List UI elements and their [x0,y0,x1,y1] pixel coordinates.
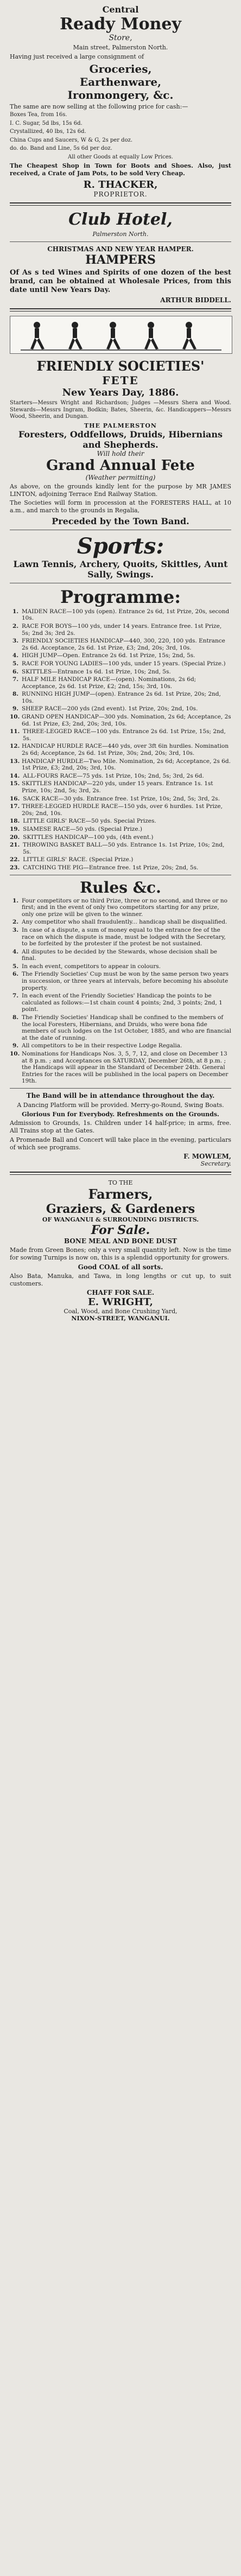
programme-item [10,826,231,833]
proprietor-title: PROPRIETOR. [93,190,148,198]
rule-item [10,1042,231,1050]
rule-item [10,993,231,1013]
programme-item [10,691,231,704]
item-number: 10. [10,714,20,721]
rules-list [10,898,231,1085]
fete-officials: Starters—Messrs Wright and Richardson; Judges —Messrs Shera and Wood. Stewards—Messrs Ingram, Bodkin; Bates, Sheerin, &c. Handicappers—Messrs Wood, Sheerin, and Dungan. [10,400,231,420]
programme-item [10,818,231,825]
rule-number: 3. [12,926,18,933]
store-item: Ironmongery, &c. [67,88,174,101]
glorious-note: Glorious Fun for Everybody. Refreshments on the Grounds. [22,1110,219,1118]
programme-item [10,660,231,667]
item-number: 19. [10,825,20,832]
newspaper-page [10,0,231,1326]
band-note: The Band will be in attendance throughout the day. [26,1091,215,1099]
item-text: SIAMESE RACE—50 yds. (Special Prize.) [23,825,142,832]
coal-note: Good COAL of all sorts. [78,1263,163,1271]
rule-item [10,919,231,926]
price-line: I. C. Sugar, 5d lbs, 15s 6d. [10,120,83,126]
fete-preceded: Preceded by the Town Band. [52,516,189,526]
fete-the: THE PALMERSTON [84,422,157,429]
rule-text: In each event of the Friendly Societies' Handicap the points to be calculated as follows:—1st chain count 4 points; 2nd, 3 points; 2nd, 1 point. [22,993,223,1013]
programme-item [10,856,231,863]
item-text: LITTLE GIRLS' RACE. (Special Prize.) [23,856,134,863]
item-number: 2. [12,622,18,629]
sports-list: Lawn Tennis, Archery, Quoits, Skittles, Aunt Sally, Swings. [13,558,228,580]
fete-title-mid: FETE [102,374,139,387]
item-number: 6. [12,668,18,675]
programme-item [10,803,231,817]
rules-title: Rules &c. [80,878,161,896]
item-number: 14. [10,772,20,779]
divider [10,1088,231,1089]
item-text: SKITTLES HANDICAP—100 yds, (4th event.) [23,834,154,841]
item-text: SKITTLES HANDICAP—220 yds, under 15 years. Entrance 1s. 1st Prize, 10s; 2nd, 5s; 3rd, 2s. [22,780,213,794]
store-intro: Having just received a large consignment of [10,53,144,60]
wanganui-address: NIXON-STREET, WANGANUI. [71,1315,170,1322]
item-text: THREE-LEGGED RACE—100 yds. Entrance 2s 6d. 1st Prize, 15s; 2nd, 5s. [22,728,226,742]
rule-item [10,963,231,970]
fete-orgs: Foresters, Oddfellows, Druids, Hibernians and Shepherds. [18,429,223,450]
rule-number: 5. [12,963,18,970]
rule-item [10,898,231,918]
store-items [10,62,231,101]
item-text: HALF MILE HANDICAP RACE—(open). Nominations, 2s 6d; Acceptance, 2s 6d. 1st Prize, £2; 2nd, 15s; 3rd, 10s. [22,676,196,690]
store-header-main: Ready Money [60,15,181,34]
central-ready-money-ad [10,4,231,198]
item-number: 20. [10,834,20,841]
item-text: SKITTLES—Entrance 1s 6d. 1st Prize, 10s; 2nd, 5s. [22,668,171,675]
programme-item [10,864,231,872]
runners-illustration [10,316,232,354]
fete-location: As above, on the grounds kindly lent for the purpose by MR JAMES LINTON, adjoining Terrace End Railway Station. [10,482,231,498]
programme-item [10,743,231,756]
friendly-societies-fete-ad [10,316,231,1167]
programme-item [10,780,231,794]
bone-description: Made from Green Bones; only a very small quantity left. Now is the time for sowing Turnips is now on, this is a splendid opportunity for growers. [10,1246,231,1262]
item-number: 4. [12,652,18,659]
item-text: THROWING BASKET BALL—50 yds. Entrance 1s. 1st Prize, 10s; 2nd, 5s. [22,842,225,855]
item-number: 13. [10,758,20,765]
item-text: THREE-LEGGED HURDLE RACE—150 yds, over 6 hurdles. 1st Prize, 20s; 2nd, 10s. [22,803,223,817]
store-subhead: Store, [109,34,132,42]
prices-note: All other Goods at equally Low Prices. [68,154,173,160]
programme-item [10,834,231,841]
programme-item [10,623,231,637]
rule-text: The Friendly Societies' Cup must be won by the same person two years in succession, or three years at intervals, before becoming his absolute property. [22,971,229,991]
rule-text: All competitors to be in their respective Lodge Regalia. [22,1042,182,1050]
item-text: LITTLE GIRLS' RACE—50 yds. Special Prizes. [23,818,156,825]
hamper-text: Of As s ted Wines and Spirits of one dozen of the best brand, can be obtained at Wholesale Prices, from this date until New Years Day. [10,268,231,294]
rule-text: In case of a dispute, a sum of money equal to the entrance fee of the race on which the dispute is made, must be lodged with the Secretary, to be forfeited by the protester if the protest be not sustained. [22,926,226,947]
fete-date: New Years Day, 1886. [62,387,179,399]
item-text: HANDICAP HURDLE RACE—440 yds, over 3ft 6in hurdles. Nomination 2s 6d; Acceptance, 2s 6d. 1st Prize, 30s; 2nd, 20s; 3rd, 10s. [22,743,229,757]
hamper-heading: HAMPERS [85,252,156,267]
programme-item [10,728,231,742]
rule-item [10,949,231,962]
item-number: 23. [10,864,20,871]
rule-item [10,927,231,947]
item-number: 3. [12,638,18,645]
rule-number: 9. [12,1042,18,1050]
store-item: Groceries, [89,62,152,75]
fete-grand: Grand Annual Fete [46,457,195,474]
item-number: 16. [10,795,20,802]
programme-title: Programme: [60,586,181,607]
rule-number: 4. [12,948,18,955]
wanganui-company: Coal, Wood, and Bone Crushing Yard, [64,1308,177,1315]
cheapest-shop: The Cheapest Shop in Town for Boots and Shoes. Also, just received, a Crate of Jam Pots, to be sold Very Cheap. [10,162,231,177]
fete-will-hold: Will hold their [97,449,144,457]
rule-text: In each event, competitors to appear in colours. [22,963,161,970]
rule-item [10,1051,231,1085]
rule-text: The Friendly Societies' Handicap shall be confined to the members of the local Foresters, Hibernians, and Druids, who were bona fide members of such lodges on the 1st October, 1885, and who are financial at the date of running. [22,1014,231,1041]
section-divider [10,308,231,311]
rule-number: 7. [12,993,18,1000]
runners-illustration-icon [15,319,227,351]
item-text: CATCHING THE PIG—Entrance free. 1st Prize, 20s; 2nd, 5s. [23,864,199,871]
secretary-name: F. MOWLEM, [183,1153,231,1161]
programme-item [10,714,231,727]
programme-item [10,669,231,676]
rule-item [10,1014,231,1041]
sports-title: Sports: [77,533,164,559]
programme-item [10,638,231,651]
club-hotel-place: Palmerston North. [92,230,149,238]
item-number: 7. [12,676,18,683]
also-note: Also Bata, Manuka, and Tawa, in long lengths or cut up, to suit customers. [10,1272,231,1287]
item-text: RACE FOR YOUNG LADIES—100 yds, under 15 years. (Special Prize.) [22,660,226,667]
chaff-note: CHAFF FOR SALE. [86,1289,155,1297]
item-number: 15. [10,780,20,787]
programme-item [10,773,231,780]
season-heading: CHRISTMAS AND NEW YEAR HAMPER. [47,245,194,253]
section-divider [10,1172,231,1175]
rule-number: 1. [12,897,18,904]
proprietor: R. THACKER, [83,179,158,190]
dancing-note: A Dancing Platform will be provided. Merry-go-Round, Swing Boats. [17,1101,224,1109]
store-address: Main street, Palmerston North. [73,44,168,51]
store-offer: The same are now selling at the following price for cash:— [10,103,188,110]
bone-meal: BONE MEAL AND BONE DUST [64,1237,177,1245]
rule-text: Any competitor who shall fraudulently... handicap shall be disqualified. [22,919,227,926]
club-hotel-ad [10,210,231,304]
rule-text: Four competitors or no third Prize, three or no second, and three or no first; and in the event of only two competitors starting for any prize, only one prize will be given to the winner. [22,897,227,918]
item-text: MAIDEN RACE—100 yds (open). Entrance 2s 6d, 1st Prize, 20s, second 10s. [22,608,230,622]
item-number: 22. [10,856,20,863]
store-header-top: Central [102,4,139,15]
programme-list [10,608,231,872]
rule-item [10,971,231,991]
programme-item [10,842,231,855]
item-text: ALL-FOURS RACE—75 yds. 1st Prize, 10s; 2nd, 5s; 3rd, 2s 6d. [23,772,204,779]
item-number: 9. [12,705,18,713]
promenade-note: A Promenade Ball and Concert will take place in the evening, particulars of which see programs. [10,1136,231,1151]
price-line: China Cups and Saucers, W & G, 2s per doz. [10,137,133,143]
divider [10,241,231,242]
item-number: 5. [12,660,18,667]
item-text: GRAND OPEN HANDICAP—300 yds. Nomination, 2s 6d; Acceptance, 2s 6d. 1st Prize, £3; 2nd, 20s; 3rd, 10s. [22,714,231,727]
wanganui-audience-2: Graziers, & Gardeners [46,1202,195,1217]
price-line: Boxes Tea, from 16s. [10,112,67,118]
fete-procession: The Societies will form in procession at the FORESTERS HALL, at 10 a.m., and march to the grounds in Regalia, [10,499,231,514]
hamper-signature: ARTHUR BIDDELL. [160,296,231,304]
item-number: 1. [12,608,18,615]
wanganui-ad [10,1179,231,1322]
wanganui-audience-1: Farmers, [88,1186,153,1203]
price-line: do. do. Band and Line, 5s 6d per doz. [10,145,112,152]
admission-note: Admission to Grounds, 1s. Children under 14 half-price; in arms, free. All Trains stop at the Gates. [10,1120,231,1135]
item-number: 11. [10,728,20,735]
programme-item [10,758,231,772]
item-text: SACK RACE—30 yds. Entrance free. 1st Prize, 10s; 2nd, 5s; 3rd, 2s. [23,795,220,802]
programme-item [10,796,231,803]
fete-title-top: FRIENDLY SOCIETIES' [36,358,205,374]
price-line: Crystallized, 40 lbs, 12s 6d. [10,129,86,135]
item-number: 8. [12,691,18,698]
wanganui-to: TO THE [108,1179,133,1187]
store-prices [10,112,231,152]
item-text: HANDICAP HURDLE—Two Mile. Nomination, 2s 6d; Acceptance, 2s 6d. 1st Prize, £3; 2nd, 20s; 3rd, 10s. [22,758,231,772]
item-number: 12. [10,743,20,750]
wanganui-name: E. WRIGHT, [88,1296,153,1308]
secretary-title: Secretary. [200,1160,231,1168]
rule-text: Nominations for Handicaps Nos. 3, 5, 7, 12, and close on December 13 at 8 p.m. ; and Acceptances on SATURDAY, December 26th, at 8 p.m. ; the Handicaps will appear in the Standard of December 24th. General Entries for the races will be published in the local papers on December 19th. [22,1051,229,1085]
wanganui-for-sale: For Sale. [91,1223,150,1238]
item-text: FRIENDLY SOCIETIES HANDICAP—440, 300, 220, 100 yds. Entrance 2s 6d. Acceptance, 2s 6d. 1st Prize, £3; 2nd, 20s; 3rd, 10s. [22,638,225,651]
rule-number: 6. [12,971,18,978]
item-text: RACE FOR BOYS—100 yds, under 14 years. Entrance free. 1st Prize, 5s; 2nd 3s; 3rd 2s. [22,622,222,637]
fete-weather: (Weather permitting) [85,473,156,481]
item-text: RUNNING HIGH JUMP—(open). Entrance 2s 6d. 1st Prize, 20s; 2nd, 10s. [22,691,221,704]
section-divider [10,202,231,206]
rule-number: 2. [12,919,18,926]
wanganui-region: OF WANGANUI & SURROUNDING DISTRICTS. [42,1216,199,1224]
item-text: HIGH JUMP—Open. Entrance 2s 6d. 1st Prize, 15s; 2nd, 5s. [22,652,195,659]
club-hotel-title: Club Hotel, [68,209,173,229]
item-number: 17. [10,803,20,810]
rule-number: 10. [10,1051,20,1057]
item-number: 18. [10,818,20,825]
item-text: SHEEP RACE—200 yds (2nd event). 1st Prize, 20s; 2nd, 10s. [22,705,198,713]
programme-item [10,705,231,713]
store-item: Earthenware, [79,75,162,88]
rule-text: All disputes to be decided by the Stewards, whose decision shall be final. [22,948,218,962]
programme-item [10,608,231,622]
item-number: 21. [10,842,20,849]
programme-item [10,652,231,659]
programme-item [10,676,231,690]
rule-number: 8. [12,1014,18,1021]
